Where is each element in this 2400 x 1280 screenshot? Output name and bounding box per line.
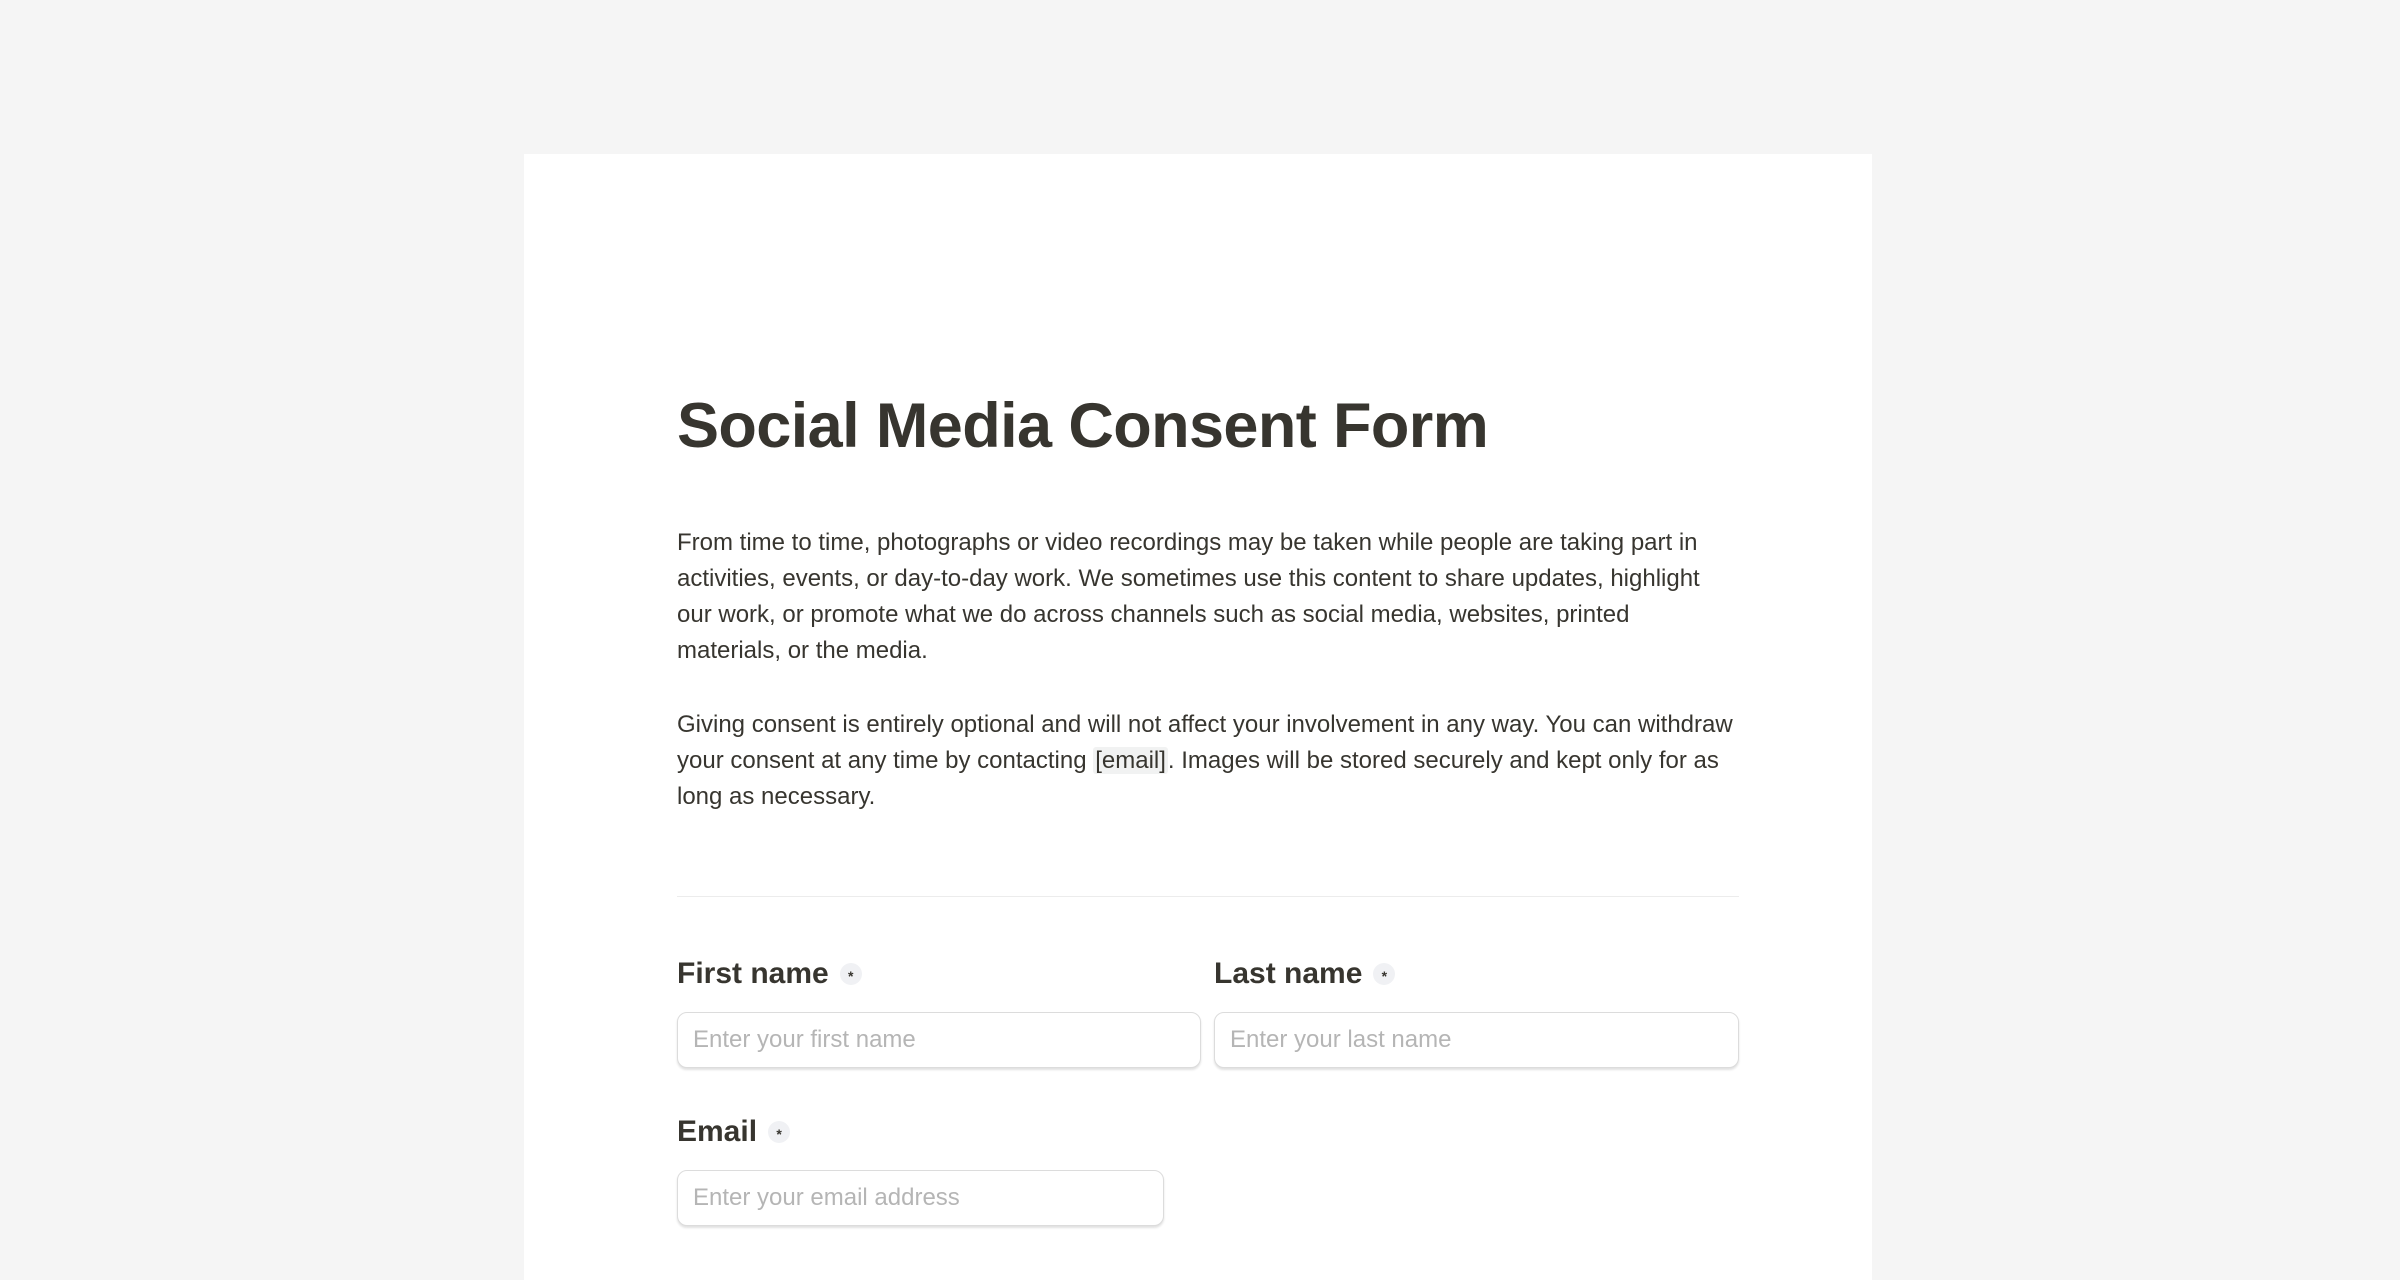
last-name-input[interactable] <box>1214 1012 1739 1068</box>
last-name-label-row <box>1214 954 1739 994</box>
first-name-input[interactable] <box>677 1012 1201 1068</box>
email-placeholder-token: [email] <box>1095 747 1166 774</box>
form-title: Social Media Consent Form <box>677 391 1489 461</box>
required-asterisk-icon: * <box>768 1121 790 1143</box>
email-input[interactable] <box>677 1170 1164 1226</box>
first-name-field <box>677 954 1201 1068</box>
form-description-paragraph-2 <box>677 707 1739 815</box>
first-name-label-row <box>677 954 1201 994</box>
required-asterisk-icon: * <box>840 963 862 985</box>
email-field <box>677 1112 1164 1226</box>
last-name-label: Last name <box>1214 957 1363 990</box>
description-text-after: . Images will be stored securely and kept only for as long as necessary. <box>677 747 1719 810</box>
form-description-paragraph-1: From time to time, photographs or video recordings may be taken while people are taking part in activities, events, or day-to-day work. We sometimes use this content to share updates, highlight our work, or promote what we do across channels such as social media, websites, printed materials, or the media. <box>677 529 1700 664</box>
email-label-row <box>677 1112 1164 1152</box>
section-divider <box>677 896 1739 897</box>
email-label: Email <box>677 1115 758 1148</box>
description-text-before: Giving consent is entirely optional and will not affect your involvement in any way. You can withdraw your consent at any time by contacting <box>677 711 1733 774</box>
first-name-label: First name <box>677 957 829 990</box>
form-card <box>524 154 1872 1280</box>
required-asterisk-icon: * <box>1373 963 1395 985</box>
last-name-field <box>1214 954 1739 1068</box>
